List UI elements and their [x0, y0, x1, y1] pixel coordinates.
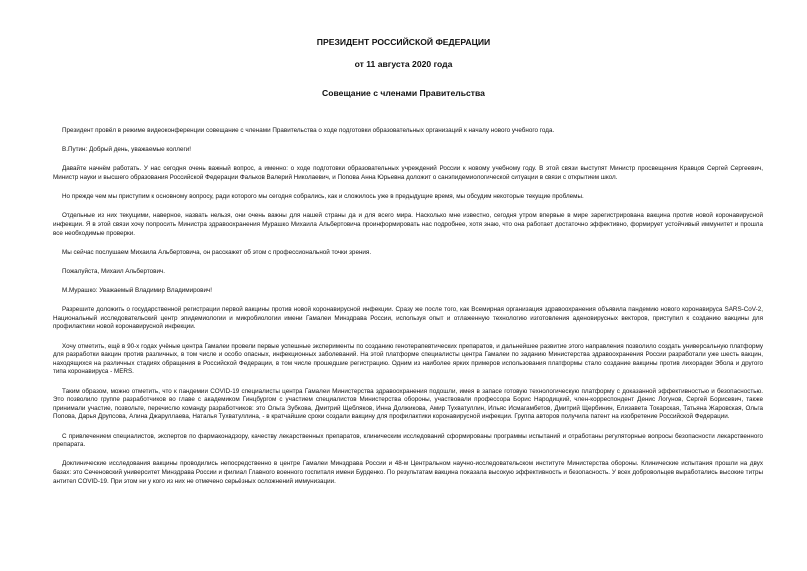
paragraph-platform-history: Хочу отметить, ещё в 90-х годах учёные центра Гамалеи провели первые успешные эксперименты по созданию генотерапевтических препаратов, и дальнейшее развитие этого направления позволило создать универсальную платформу для разработки вакцин против различных, в том числе и особо опасных, инфекционных заболеваний. На этой платформе специалисты центра Гамалеи по заданию Министерства здравоохранения России разработали уже шесть вакцин, находящихся на различных стадиях обращения в Российской Федерации, в том числе прошедшие регистрацию. Одним из наиболее ярких примеров использования платформы стало создание вакцины против лихорадки Эбола и другого типа коронавируса - MERS.	[53, 342, 763, 376]
paragraph-listen: Мы сейчас послушаем Михаила Альбертовича, он расскажет об этом с профессиональной точки зрения.	[62, 248, 372, 256]
paragraph-registration-report: Разрешите доложить о государственной регистрации первой вакцины против новой коронавирусной инфекции. Сразу же после того, как Всемирная организация здравоохранения объявила пандемию нового коронавируса SARS-CoV-2, Национальный исследовательский центр эпидемиологии и микробиологии имени Гамалеи Минздрава России, используя опыт и отлаженную технологию изготовления аденовирусных векторов, приступил к созданию вакцины для профилактики новой коронавирусной инфекции.	[53, 306, 763, 331]
document-title: Совещание с членами Правительства	[322, 88, 485, 98]
document-body	[53, 127, 763, 497]
paragraph-please: Пожалуйста, Михаил Альбертович.	[62, 267, 166, 275]
paragraph-pharmacovigilance: С привлечением специалистов, экспертов по фармаконадзору, качеству лекарственных препаратов, клиническим исследований сформированы программы испытаний и отработаны регуляторные вопросы безопасности лекарственного препарата.	[53, 432, 763, 449]
paragraph-current-issues: Но прежде чем мы приступим к основному вопросу, ради которого мы сегодня собрались, как и сложилось уже в предыдущие время, мы обсудим некоторые текущие проблемы.	[62, 193, 584, 201]
paragraph-murashko-address: М.Мурашко: Уважаемый Владимир Владимирович!	[62, 287, 213, 295]
paragraph-trials: Доклинические исследования вакцины проводились непосредственно в центре Гамалеи Минздрава России и 48-м Центральном научно-исследовательском институте Министерства обороны. Клинические испытания прошли на двух базах: это Сеченовский университет Минздрава России и филиал Главного военного госпиталя имени Бурденко. По результатам вакцина показала высокую эффективность и безопасность. У всех добровольцев выработались высокие титры антител COVID-19. При этом ни у кого из них не отмечено серьёзных осложнений иммунизации.	[53, 460, 763, 485]
paragraph-vaccine-registered: Отдельные из них текущими, наверное, назвать нельзя, они очень важны для нашей страны да и для всего мира. Насколько мне известно, сегодня утром впервые в мире зарегистрирована вакцина против новой коронавирусной инфекции. Я в этой связи хочу попросить Министра здравоохранения Мурашко Михаила Альбертовича проинформировать нас подробнее, хотя знаю, что она работает достаточно эффективно, формирует устойчивый иммунитет и прошла все необходимые проверки.	[53, 212, 763, 237]
paragraph-intro: Президент провёл в режиме видеоконференции совещание с членами Правительства о ходе подготовки образовательных организаций к началу нового учебного года.	[62, 127, 555, 134]
paragraph-greeting: В.Путин: Добрый день, уважаемые коллеги!	[62, 146, 192, 154]
paragraph-developers: Таким образом, можно отметить, что к пандемии COVID-19 специалисты центра Гамалеи Министерства здравоохранения подошли, имея в запасе готовую технологическую платформу с доказанной эффективностью и безопасностью. Это позволило группе разработчиков во главе с академиком Гинцбургом с участием специалистов Министерства обороны, участвовали профессора Борис Народицкий, член-корреспондент Денис Логунов, Сергей Борисевич, также принимали участие, позвольте, перечислю команду разработчиков: это Ольга Зубкова, Дмитрий Щебляков, Инна Должикова, Амир Тухватуллин, Ильяс Исмагамбетов, Дмитрий Щербинин, Елизавета Токарская, Татьяна Жаровская, Ольга Попова, Дарья Друпсова, Алина Джаруллаева, Наталья Тухватуллина, - в кратчайшие сроки создали вакцину для профилактики коронавирусной инфекции. Группа авторов получила патент на изобретение Российской Федерации.	[53, 387, 763, 421]
document-header-org: ПРЕЗИДЕНТ РОССИЙСКОЙ ФЕДЕРАЦИИ	[316, 37, 491, 47]
paragraph-agenda: Давайте начнём работать. У нас сегодня очень важный вопрос, а именно: о ходе подготовки образовательных учреждений России к новому учебному году. В этой связи выступят Министр просвещения Кравцов Сергей Сергеевич, Министр науки и высшего образования Российской Федерации Фальков Валерий Николаевич, и Попова Анна Юрьевна доложит о санэпидемиологической ситуации в связи с открытием школ.	[53, 165, 763, 181]
document-date: от 11 августа 2020 года	[354, 59, 453, 69]
